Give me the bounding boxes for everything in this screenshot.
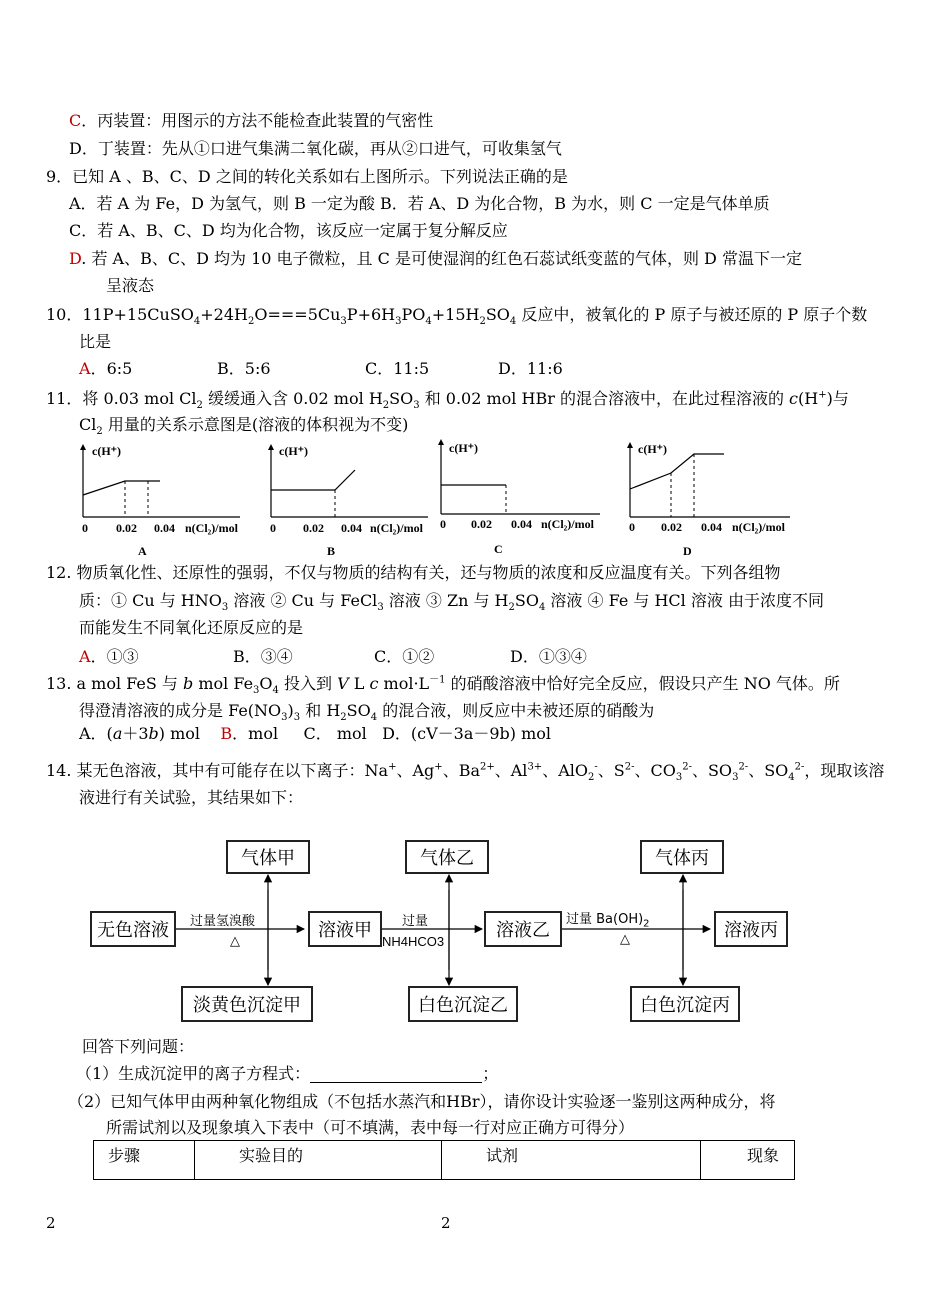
table-header-phenomenon: 现象 [701, 1141, 795, 1180]
graph-c-xlabel: n(Cl₂)/mol [541, 517, 594, 531]
q9-option-ab: A．若 A 为 Fe，D 为氢气，则 B 一定为酸 B．若 A、D 为化合物，B 为水，则 C 一定是气体单质 [69, 194, 770, 213]
q14-sub1: （1）生成沉淀甲的离子方程式： ； [76, 1064, 499, 1083]
table-header-step: 步骤 [94, 1141, 195, 1180]
answer-table [93, 1140, 795, 1180]
q13-line1: 13. a mol FeS 与 b mol $Fe_3O_4$ 投入到 V L c $mol\cdot L^{-1}$ 的硝酸溶液中恰好完全反应，假设只产生 NO 气体。所 [46, 674, 840, 697]
q8-option-c: C．丙装置：用图示的方法不能检查此装置的气密性 [69, 111, 434, 130]
graph-a [82, 444, 240, 558]
graph-a-ylabel: c(H⁺) [92, 444, 121, 458]
box-precip-jia: 淡黄色沉淀甲 [181, 986, 313, 1022]
q10-option-a: A．6:5 [79, 359, 133, 378]
graph-c-tick2: 0.04 [511, 517, 532, 531]
footer-page-left: 2 [46, 1214, 56, 1232]
q12-line3: 而能发生不同氧化还原反应的是 [79, 618, 304, 637]
graph-a-tick1: 0.02 [116, 521, 137, 535]
graph-b [270, 444, 428, 558]
q11-line2: $Cl_2$ 用量的关系示意图是(溶液的体积视为不变) [79, 415, 409, 438]
graph-d-ylabel: c(H⁺) [638, 442, 667, 456]
q10-stem-cont: 比是 [79, 332, 112, 351]
box-solution-jia: 溶液甲 [308, 911, 382, 947]
graph-c-zero: 0 [440, 517, 446, 531]
arrow1-reagent: 过量氢溴酸 [190, 914, 256, 929]
graph-d-zero: 0 [629, 520, 635, 534]
graph-a-xlabel: n(Cl₂)/mol [185, 521, 238, 535]
graph-b-tick2: 0.04 [341, 521, 362, 535]
q12-option-b: B．③④ [233, 647, 293, 666]
q14-sub2-line1: （2）已知气体甲由两种氧化物组成（不包括水蒸汽和HBr），请你设计实验逐一鉴别这两种成分，将 [68, 1092, 776, 1111]
arrow3-heat: △ [620, 932, 630, 947]
arrow1-heat: △ [230, 934, 240, 949]
graph-c-label: C [494, 542, 503, 556]
graph-a-zero: 0 [82, 521, 88, 535]
graph-d-label: D [683, 544, 692, 558]
q9-option-d-cont: 呈液态 [106, 276, 155, 295]
q9-option-c: C．若 A、B、C、D 均为化合物，该反应一定属于复分解反应 [69, 221, 508, 240]
arrow3-reagent: 过量 $Ba(OH)_2$ [566, 912, 650, 930]
box-solution-bing: 溶液丙 [714, 911, 788, 947]
q14-sub2-line2: 所需试剂以及现象填入下表中（可不填满，表中每一行对应正确方可得分） [106, 1118, 635, 1137]
q13-line2: 得澄清溶液的成分是 $Fe(NO_3)_3$ 和 $H_2SO_4$ 的混合液，则反应中未被还原的硝酸为 [79, 701, 655, 724]
q10-stem: 10．$11P+15CuSO_4+24H_2O===5Cu_3P+6H_3PO_4+15H_2SO_4$ 反应中，被氧化的 P 原子与被还原的 P 原子个数 [46, 305, 868, 328]
box-precip-bing: 白色沉淀丙 [630, 986, 740, 1022]
q12-option-d: D．①③④ [510, 647, 587, 666]
graph-c-ylabel: c(H⁺) [449, 441, 478, 455]
box-precip-yi: 白色沉淀乙 [408, 986, 518, 1022]
table-row [94, 1141, 795, 1180]
q12-line1: 12. 物质氧化性、还原性的强弱，不仅与物质的结构有关，还与物质的浓度和反应温度有关。下列各组物 [46, 563, 781, 582]
table-header-reagent: 试剂 [442, 1141, 701, 1180]
graph-d-tick1: 0.02 [661, 520, 682, 534]
q14-line2: 液进行有关试验，其结果如下： [79, 788, 304, 807]
graph-d-tick2: 0.04 [701, 520, 722, 534]
graph-a-tick2: 0.04 [154, 521, 175, 535]
arrow2-reagent: 过量 [402, 914, 429, 929]
graph-b-zero: 0 [270, 521, 276, 535]
graph-b-xlabel: n(Cl₂)/mol [370, 521, 423, 535]
box-gas-jia: 气体甲 [226, 840, 310, 874]
arrow2-reagent-formula: NH4HCO3 [382, 934, 445, 949]
graph-c [440, 441, 600, 556]
q14-answer-prompt: 回答下列问题： [82, 1037, 195, 1056]
box-gas-bing: 气体丙 [640, 840, 724, 874]
q8-option-d: D．丁装置：先从①口进气集满二氧化碳，再从②口进气，可收集氢气 [69, 139, 562, 158]
q10-option-b: B．5:6 [217, 359, 271, 378]
graph-b-ylabel: c(H⁺) [279, 444, 308, 458]
graph-b-tick1: 0.02 [303, 521, 324, 535]
q11-graphs [70, 437, 800, 562]
graph-a-label: A [138, 544, 147, 558]
table-header-purpose: 实验目的 [195, 1141, 442, 1180]
q10-option-d: D．11:6 [498, 359, 563, 378]
graph-b-label: B [327, 544, 336, 558]
box-start-solution: 无色溶液 [90, 911, 176, 947]
q9-option-d: D. 若 A、B、C、D 均为 10 电子微粒，且 C 是可使湿润的红色石蕊试纸变蓝的气体，则 D 常温下一定 [69, 249, 802, 268]
graph-c-tick1: 0.02 [471, 517, 492, 531]
box-gas-yi: 气体乙 [405, 840, 489, 874]
box-solution-yi: 溶液乙 [484, 911, 562, 947]
q12-line2: 质：① Cu 与 $HNO_3$ 溶液 ② Cu 与 FeCl$_3$ 溶液 ③ Zn 与 $H_2SO_4$ 溶液 ④ Fe 与 HCl 溶液 由于浓度不同 [79, 591, 824, 614]
q10-option-c: C．11:5 [365, 359, 430, 378]
q12-option-a: A．①③ [79, 647, 139, 666]
q9-stem: 9．已知 A 、B、C、D 之间的转化关系如右上图所示。下列说法正确的是 [46, 167, 568, 186]
graph-d-xlabel: n(Cl₂)/mol [732, 520, 785, 534]
q11-line1: 11．将 0.03 mol $Cl_2$ 缓缓通入含 0.02 mol $H_2SO_3$ 和 0.02 mol HBr 的混合溶液中，在此过程溶液的 c(H+)与 [46, 389, 849, 412]
q14-line1: 14. 某无色溶液，其中有可能存在以下离子：Na+、Ag+、$Ba^{2+}$、$Al^{3+}$、AlO$_2$-、$S^{2-}$、$CO_3^{2-}$、$SO_3^{2-}$、$SO_4^{2-}$，现取该溶 [46, 761, 885, 784]
q14-sub1-blank[interactable] [310, 1066, 482, 1083]
q12-option-c: C．①② [374, 647, 435, 666]
graph-d [629, 442, 790, 558]
q13-options: A．(a＋3b) mol B．mol C． mol D．(cV－3a－9b) mol [79, 724, 552, 743]
footer-page-right: 2 [441, 1214, 451, 1232]
